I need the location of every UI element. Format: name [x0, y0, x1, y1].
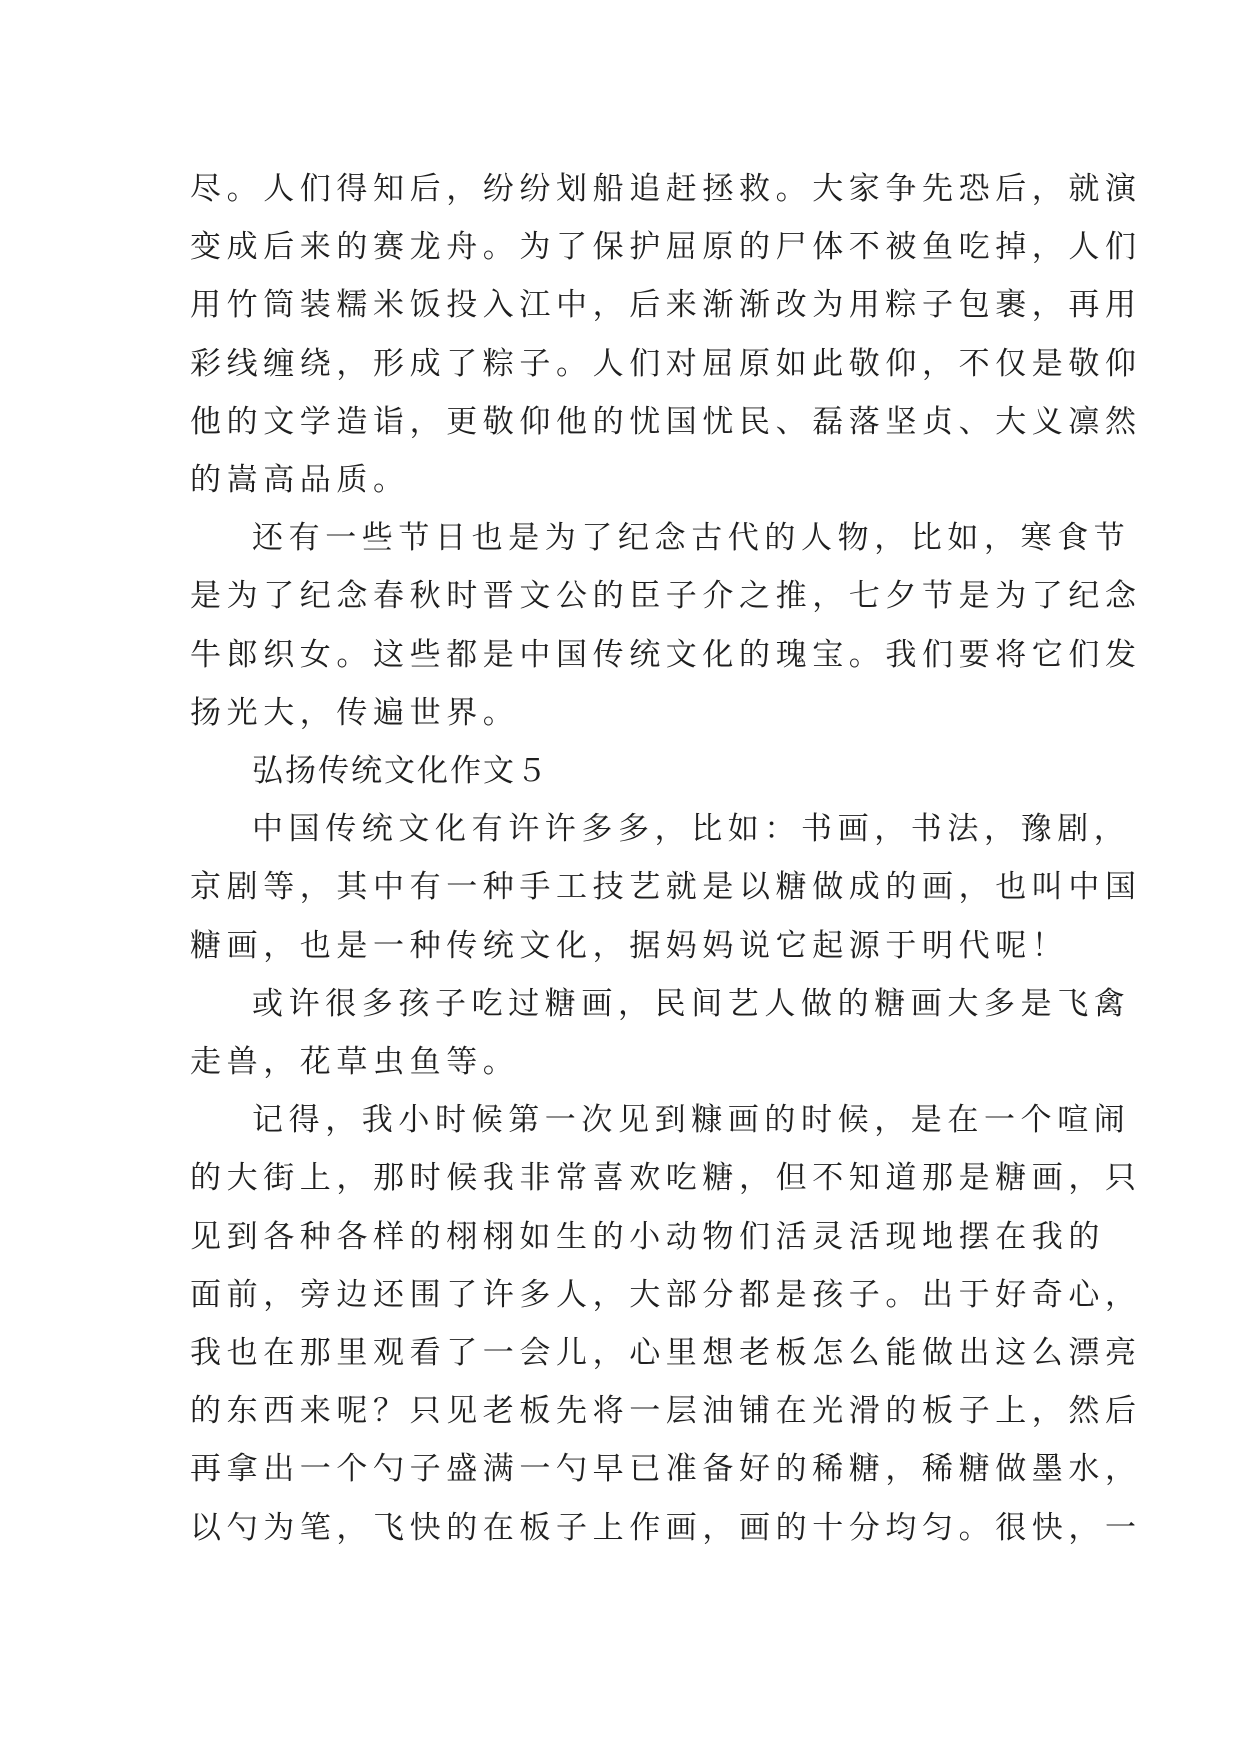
text-line: 扬光大，传遍世界。	[190, 694, 520, 731]
text-line: 走兽，花草虫鱼等。	[190, 1044, 520, 1081]
text-line: 的嵩高品质。	[190, 462, 410, 499]
text-line: 彩线缠绕，形成了粽子。人们对屈原如此敬仰，不仅是敬仰	[190, 345, 1142, 382]
body-text	[190, 160, 1142, 1557]
text-line: 还有一些节日也是为了纪念古代的人物，比如，寒食节	[252, 520, 1131, 557]
text-line: 京剧等，其中有一种手工技艺就是以糖做成的画，也叫中国	[190, 869, 1142, 906]
text-line: 再拿出一个勺子盛满一勺早已准备好的稀糖，稀糖做墨水，	[190, 1451, 1142, 1488]
text-line: 牛郎织女。这些都是中国传统文化的瑰宝。我们要将它们发	[190, 636, 1142, 673]
text-line: 记得，我小时候第一次见到糠画的时候，是在一个喧闹	[252, 1102, 1131, 1139]
text-line: 的大街上，那时候我非常喜欢吃糖，但不知道那是糖画，只	[190, 1160, 1142, 1197]
text-line: 见到各种各样的栩栩如生的小动物们活灵活现地摆在我的	[190, 1218, 1105, 1255]
text-line: 或许很多孩子吃过糖画，民间艺人做的糖画大多是飞禽	[252, 985, 1131, 1022]
text-line: 面前，旁边还围了许多人，大部分都是孩子。出于好奇心，	[190, 1276, 1142, 1313]
text-line: 以勺为笔，飞快的在板子上作画，画的十分均匀。很快，一	[190, 1509, 1142, 1546]
text-line: 变成后来的赛龙舟。为了保护屈原的尸体不被鱼吃掉，人们	[190, 229, 1142, 266]
text-line: 糖画，也是一种传统文化，据妈妈说它起源于明代呢！	[190, 927, 1069, 964]
text-line: 中国传统文化有许许多多，比如：书画，书法，豫剧，	[252, 811, 1131, 848]
text-line: 的东西来呢？只见老板先将一层油铺在光滑的板子上，然后	[190, 1393, 1142, 1430]
text-line: 他的文学造诣，更敬仰他的忧国忧民、磊落坚贞、大义凛然	[190, 403, 1142, 440]
text-line: 是为了纪念春秋时晋文公的臣子介之推，七夕节是为了纪念	[190, 578, 1142, 615]
text-line: 我也在那里观看了一会儿，心里想老板怎么能做出这么漂亮	[190, 1335, 1142, 1372]
section-heading: 弘扬传统文化作文５	[252, 753, 549, 790]
text-line: 尽。人们得知后，纷纷划船追赶拯救。大家争先恐后，就演	[190, 171, 1142, 207]
text-line: 用竹筒装糯米饭投入江中，后来渐渐改为用粽子包裹，再用	[190, 287, 1142, 324]
